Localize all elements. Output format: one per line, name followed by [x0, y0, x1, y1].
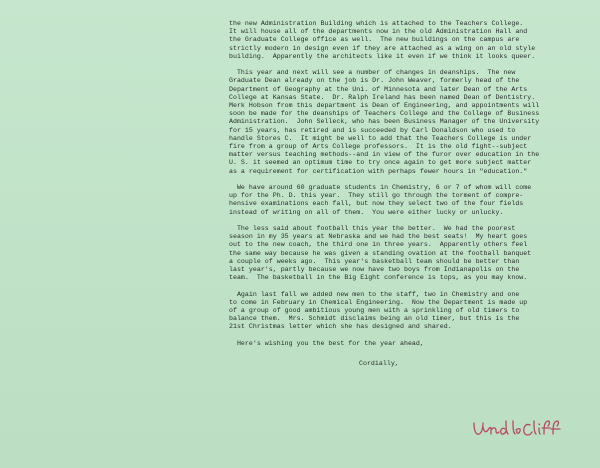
closing-cordially: Cordially, — [359, 360, 399, 368]
closing-wishes: Here's wishing you the best for the year ahead, — [229, 339, 424, 347]
handwritten-signature — [472, 417, 570, 441]
paragraph-deanships: This year and next will see a number of changes in deanships. The new Graduate Dean already on the job is Dr. John Weaver, formerly head of the Department of Geography at the Uni. of Minnesota and later Dean of the Arts College at Kansas State. Dr. Ralph Ireland has been named Dean of Dentistry. Merk Hobson from this department is Dean of Engineering, and appointments will soon be made for the deanships of Teachers College and the College of Business Administration. John Selleck, who has been Business Manager of the University for 15 years, has retired and is succeeded by Carl Donaldson who used to handle Stores C. It might be well to add that the Teachers College is under fire from a group of Arts College professors. It is the old fight--subject matter versus teaching methods--and in view of the furor over education in the U. S. it seemed an optimum time to try once again to get more subject matter as a requirement for certification with perhaps fewer hours in "education." — [229, 69, 540, 175]
paragraph-graduate-students: We have around 60 graduate students in Chemistry, 6 or 7 of whom will come up for the Ph. D. this year. They still go through the torment of compre- hensive examinations each fall, but now they select two of the four fields instead of writing on all of them. You were either lucky or unlucky. — [229, 184, 532, 216]
paragraph-staff: Again last fall we added new men to the staff, two in Chemistry and one to come in February in Chemical Engineering. Now the Department is made up of a group of good ambitious young men with a sprinkling of old timers to balance them. Mrs. Schmidt disclaims being an old timer, but this is the 21st Christmas letter which she has designed and shared. — [229, 290, 528, 331]
paragraph-football: The less said about football this year the better. We had the poorest season in my 35 years at Nebraska and we had the best seats! My heart goes out to the new coach, the third one in three years. Apparently others feel the same way because he was given a standing ovation at the football banquet a couple of weeks ago. This year's basketball team should be better than last year's, partly because we now have two boys from Indianapolis on the team. The basketball in the Big Eight conference is tops, as you may know. — [229, 225, 532, 282]
paragraph-administration-building: the new Administration Building which is attached to the Teachers College. It will house all of the departments now in the old Administration Hall and the Graduate College office as well. The new buildings on the campus are strictly modern in design even if they are attached as a wing on an old style building. Apparently the architects like it even if we think it looks queer. — [229, 20, 536, 60]
letter-body — [229, 20, 591, 368]
